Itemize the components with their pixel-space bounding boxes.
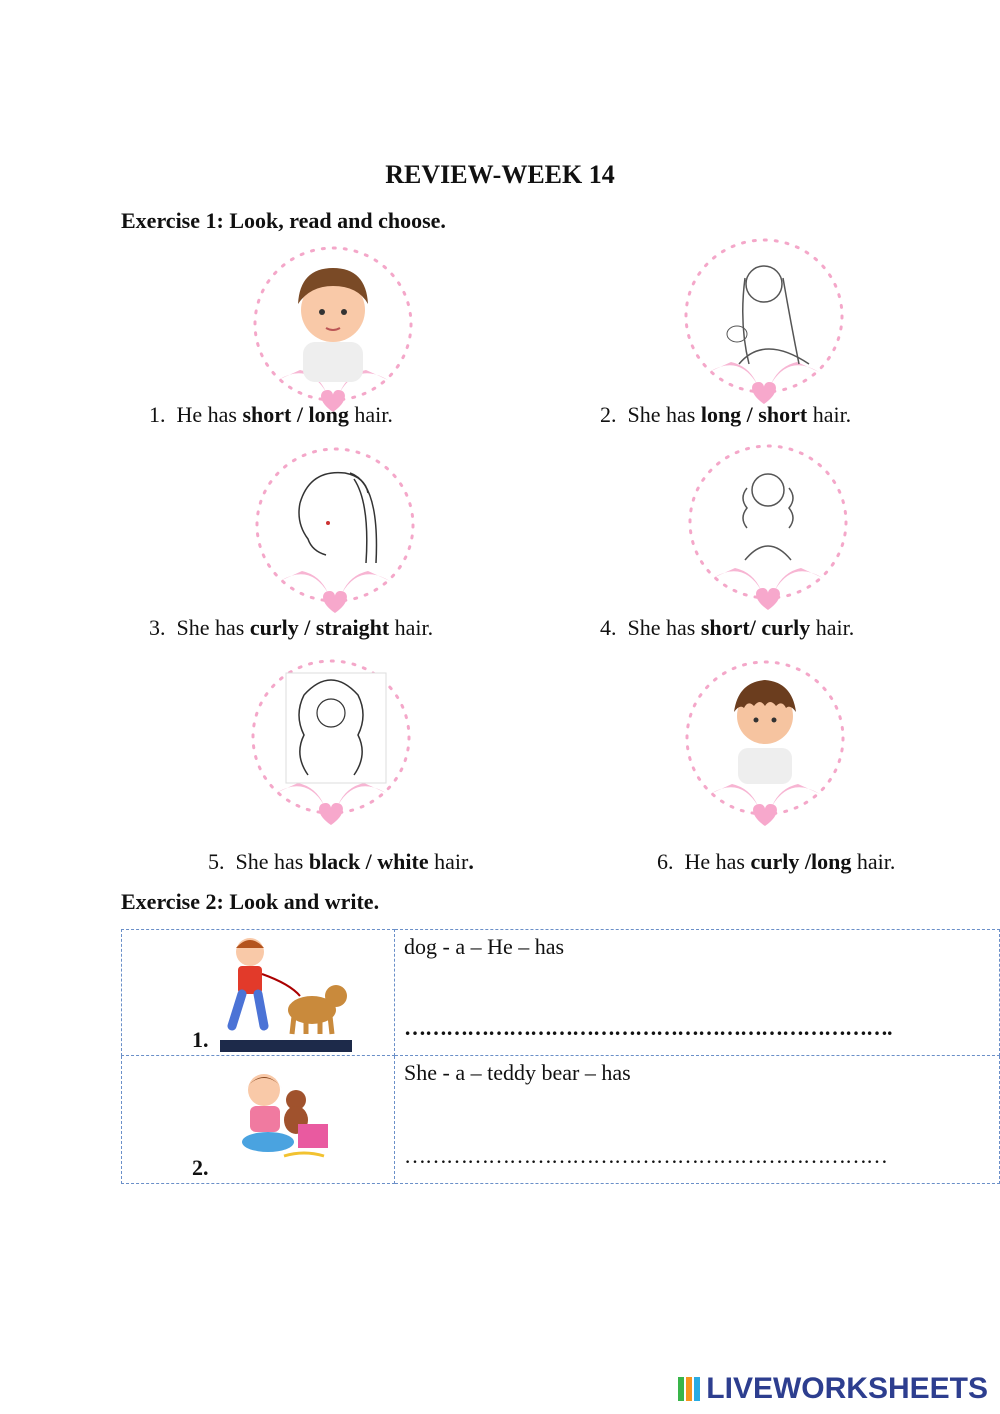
sentence-text: hair bbox=[428, 849, 469, 874]
table-row bbox=[122, 1056, 1000, 1184]
liveworksheets-brand[interactable] bbox=[678, 1372, 988, 1406]
picture-frame-3 bbox=[250, 443, 420, 618]
answer-cell bbox=[395, 1056, 1000, 1184]
boy-curly-hair-icon bbox=[680, 656, 850, 831]
sentence-text: She has bbox=[176, 615, 250, 640]
scrambled-words: dog - a – He – has bbox=[404, 934, 565, 959]
answer-options[interactable]: curly / straight bbox=[249, 615, 390, 640]
sentence-period: . bbox=[468, 849, 474, 874]
answer-options[interactable]: curly /long bbox=[750, 849, 852, 874]
exercise-1-heading: Exercise 1: Look, read and choose. bbox=[121, 208, 446, 233]
sentence-6 bbox=[657, 849, 895, 875]
sentence-text: hair. bbox=[807, 402, 852, 427]
sentence-text: She has bbox=[627, 402, 701, 427]
answer-options[interactable]: short/ curly bbox=[700, 615, 811, 640]
picture-frame-5 bbox=[246, 655, 416, 830]
boy-short-hair-icon bbox=[248, 242, 418, 417]
sentence-3 bbox=[149, 615, 433, 641]
answer-options[interactable]: black / white bbox=[308, 849, 429, 874]
picture-frame-2 bbox=[679, 234, 849, 409]
item-number: 1. bbox=[149, 402, 166, 427]
sentence-5 bbox=[208, 849, 474, 875]
picture-frame-6 bbox=[680, 656, 850, 831]
exercise-2-table bbox=[121, 929, 1000, 1184]
scrambled-words: She - a – teddy bear – has bbox=[404, 1060, 631, 1085]
sentence-text: He has bbox=[176, 402, 243, 427]
picture-cell bbox=[122, 930, 395, 1056]
woman-wavy-hair-icon bbox=[246, 655, 416, 830]
sentence-text: She has bbox=[235, 849, 309, 874]
boy-walking-dog-icon bbox=[220, 934, 356, 1054]
sentence-1 bbox=[149, 402, 393, 428]
answer-options[interactable]: long / short bbox=[700, 402, 808, 427]
row-number: 2. bbox=[192, 1155, 209, 1180]
picture-frame-1 bbox=[248, 242, 418, 417]
table-row bbox=[122, 930, 1000, 1056]
princess-curly-hair-icon bbox=[683, 440, 853, 615]
ponytail-girl-icon bbox=[250, 443, 420, 618]
brand-text: LIVEWORKSHEETS bbox=[706, 1372, 988, 1405]
sentence-2 bbox=[600, 402, 851, 428]
sentence-text: hair. bbox=[810, 615, 855, 640]
sentence-text: He has bbox=[684, 849, 751, 874]
exercise-2-heading: Exercise 2: Look and write. bbox=[121, 889, 380, 914]
answer-cell bbox=[395, 930, 1000, 1056]
sentence-4 bbox=[600, 615, 854, 641]
item-number: 5. bbox=[208, 849, 225, 874]
picture-frame-4 bbox=[683, 440, 853, 615]
picture-cell bbox=[122, 1056, 395, 1184]
item-number: 4. bbox=[600, 615, 617, 640]
answer-options[interactable]: short / long bbox=[242, 402, 349, 427]
item-number: 2. bbox=[600, 402, 617, 427]
item-number: 6. bbox=[657, 849, 674, 874]
sentence-text: hair. bbox=[851, 849, 896, 874]
sentence-text: hair. bbox=[389, 615, 434, 640]
sentence-text: She has bbox=[627, 615, 701, 640]
sentence-text: hair. bbox=[348, 402, 393, 427]
page-title: REVIEW-WEEK 14 bbox=[385, 160, 615, 189]
girl-with-teddy-bear-icon bbox=[234, 1064, 346, 1164]
answer-blank[interactable]: …………………………………………………………… bbox=[404, 1143, 887, 1168]
liveworksheets-logo-icon bbox=[678, 1375, 702, 1403]
row-number: 1. bbox=[192, 1027, 209, 1052]
princess-long-hair-icon bbox=[679, 234, 849, 409]
answer-blank[interactable]: ……………………………………………………………. bbox=[404, 1015, 892, 1040]
item-number: 3. bbox=[149, 615, 166, 640]
